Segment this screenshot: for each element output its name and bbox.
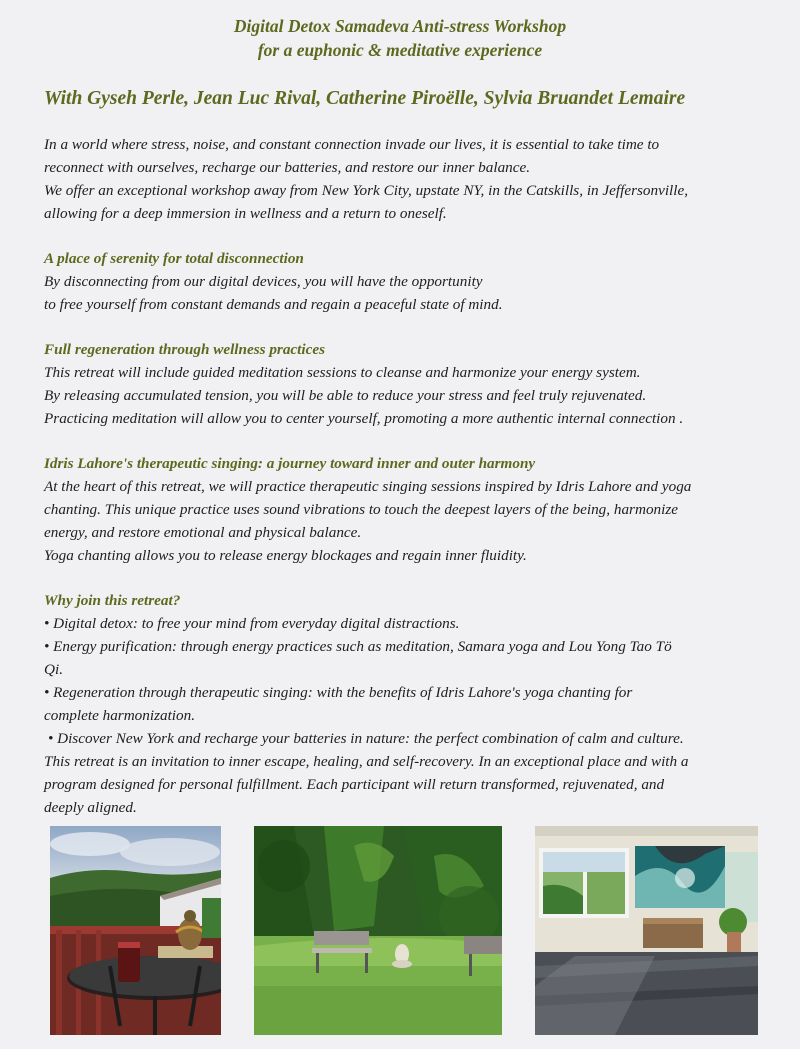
closing-line: This retreat is an invitation to inner escape, healing, and self-recovery. In an exceptional place and with a bbox=[44, 753, 689, 770]
bullet-line: Qi. bbox=[44, 661, 63, 678]
intro-line: allowing for a deep immersion in wellness and a return to oneself. bbox=[44, 205, 447, 222]
photo-garden bbox=[254, 826, 502, 1035]
section-singing bbox=[44, 452, 774, 567]
intro-paragraph bbox=[44, 133, 774, 225]
closing-line: program designed for personal fulfillment. Each participant will return transformed, rejuvenated, and bbox=[44, 776, 665, 793]
title-line-2: for a euphonic & meditative experience bbox=[257, 40, 543, 60]
bullet-line: • Digital detox: to free your mind from everyday digital distractions. bbox=[44, 615, 460, 632]
bullet-line: • Regeneration through therapeutic singing: with the benefits of Idris Lahore's yoga chanting for bbox=[44, 684, 633, 701]
bullet-line: • Discover New York and recharge your batteries in nature: the perfect combination of calm and culture. bbox=[48, 730, 684, 747]
title-line-1: Digital Detox Samadeva Anti-stress Workshop bbox=[233, 16, 567, 36]
room-illustration bbox=[535, 826, 758, 1035]
intro-line: In a world where stress, noise, and constant connection invade our lives, it is essential to take time to bbox=[44, 136, 660, 153]
section-line: By disconnecting from our digital devices, you will have the opportunity bbox=[44, 273, 483, 290]
section-line: This retreat will include guided meditation sessions to cleanse and harmonize your energy system. bbox=[44, 364, 641, 381]
section-heading: Why join this retreat? bbox=[44, 592, 181, 609]
intro-line: reconnect with ourselves, recharge our batteries, and restore our inner balance. bbox=[44, 159, 531, 176]
garden-illustration bbox=[254, 826, 502, 1035]
section-line: By releasing accumulated tension, you will be able to reduce your stress and feel truly rejuvenated. bbox=[44, 387, 647, 404]
section-why-join bbox=[44, 589, 774, 819]
section-regeneration bbox=[44, 338, 774, 430]
section-line: to free yourself from constant demands and regain a peaceful state of mind. bbox=[44, 296, 503, 313]
page-title bbox=[0, 14, 800, 62]
section-heading: A place of serenity for total disconnection bbox=[44, 250, 304, 267]
photo-room bbox=[535, 826, 758, 1035]
closing-line: deeply aligned. bbox=[44, 799, 137, 816]
section-line: Practicing meditation will allow you to center yourself, promoting a more authentic internal connection . bbox=[44, 410, 684, 427]
bullet-line: complete harmonization. bbox=[44, 707, 196, 724]
terrace-illustration bbox=[50, 826, 221, 1035]
section-serenity bbox=[44, 247, 774, 316]
intro-line: We offer an exceptional workshop away from New York City, upstate NY, in the Catskills, in Jeffersonville, bbox=[44, 182, 689, 199]
section-heading: Idris Lahore's therapeutic singing: a journey toward inner and outer harmony bbox=[44, 455, 536, 472]
section-heading: Full regeneration through wellness practices bbox=[44, 341, 326, 358]
photo-terrace bbox=[50, 826, 221, 1035]
section-line: At the heart of this retreat, we will practice therapeutic singing sessions inspired by Idris Lahore and yoga bbox=[44, 478, 692, 495]
article-body bbox=[44, 133, 774, 819]
bullet-line: • Energy purification: through energy practices such as meditation, Samara yoga and Lou Yong Tao Tö bbox=[44, 638, 672, 655]
section-line: energy, and restore emotional and physical balance. bbox=[44, 524, 362, 541]
section-line: chanting. This unique practice uses sound vibrations to touch the deepest layers of the being, harmonize bbox=[44, 501, 678, 518]
section-line: Yoga chanting allows you to release energy blockages and regain inner fluidity. bbox=[44, 547, 527, 564]
presenters-line: With Gyseh Perle, Jean Luc Rival, Catherine Piroëlle, Sylvia Bruandet Lemaire bbox=[44, 88, 686, 109]
